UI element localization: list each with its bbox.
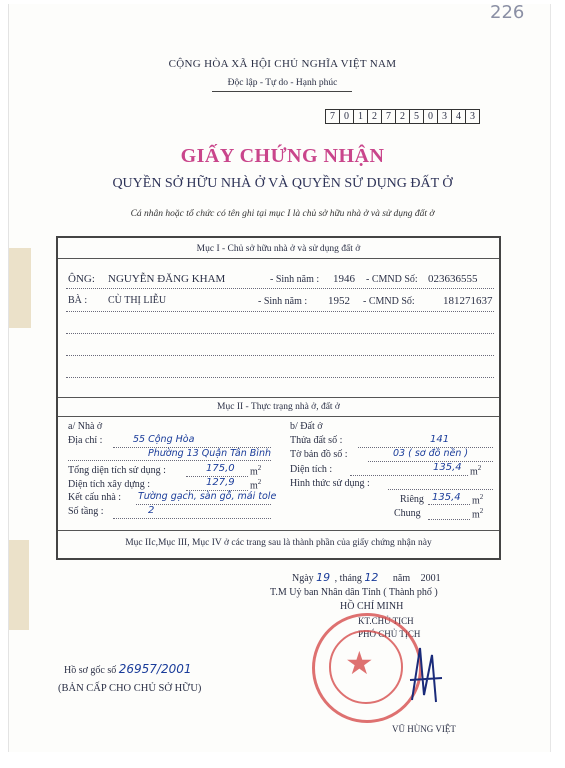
- total-area-label: Tổng diện tích sử dụng :: [68, 465, 166, 476]
- copy-note: (BẢN CẤP CHO CHỦ SỞ HỮU): [58, 683, 202, 694]
- owner2-birth-label: - Sinh năm :: [258, 296, 308, 307]
- file-number: 26957/2001: [118, 662, 192, 676]
- house-label: a/ Nhà ở: [68, 421, 103, 432]
- structure-label: Kết cấu nhà :: [68, 492, 122, 503]
- motto-underline: [212, 91, 352, 92]
- area-label: Diện tích :: [290, 464, 333, 475]
- parcel-value: 141: [430, 434, 450, 445]
- shared-unit: $m^2$: [472, 507, 484, 521]
- serial-digit: 5: [409, 109, 424, 124]
- tape-strip: [9, 540, 29, 630]
- private-value: 135,4: [432, 492, 461, 503]
- handwritten-signature: [402, 640, 462, 710]
- serial-number: [326, 109, 480, 124]
- authority: T.M Uỷ ban Nhân dân Tỉnh ( Thành phố ): [270, 587, 438, 598]
- section2-heading: Mục II - Thực trạng nhà ở, đất ở: [217, 402, 340, 412]
- certificate-box: [56, 236, 501, 560]
- owner2-birth-year: 1952: [328, 295, 350, 307]
- parcel-label: Thửa đất số :: [290, 435, 343, 446]
- address-label: Địa chỉ :: [68, 435, 103, 446]
- area-value: 135,4: [433, 462, 462, 473]
- map-label: Tờ bản đồ số :: [290, 449, 348, 460]
- build-area-value: 127,9: [206, 477, 235, 488]
- signer-role1: KT.CHỦ TỊCH: [358, 616, 414, 626]
- serial-digit: 3: [437, 109, 452, 124]
- private-label: Riêng: [400, 494, 424, 505]
- address-line1: 55 Cộng Hòa: [133, 434, 195, 445]
- owner2-name: CÙ THỊ LIỄU: [108, 295, 167, 306]
- nation-header: CỘNG HÒA XÃ HỘI CHỦ NGHĨA VIỆT NAM: [168, 58, 397, 70]
- build-area-unit: $m^2$: [250, 478, 262, 492]
- owner2-id: 181271637: [443, 295, 493, 307]
- section1-heading: Mục I - Chủ sở hữu nhà ở và sử dụng đất ở: [196, 244, 361, 254]
- intro-text: Cá nhân hoặc tổ chức có tên ghi tại mục I là chủ sở hữu nhà ở và sử dụng đất ở: [130, 209, 435, 219]
- date-line: Ngày 19 , tháng 12 năm 2001: [292, 571, 441, 584]
- serial-digit: 4: [451, 109, 466, 124]
- serial-digit: 1: [353, 109, 368, 124]
- serial-digit: 7: [381, 109, 396, 124]
- area-unit: $m^2$: [470, 464, 482, 478]
- owner1-birth-year: 1946: [333, 273, 355, 285]
- owner2-id-label: - CMND Số:: [363, 296, 415, 307]
- owner1-id-label: - CMND Số:: [366, 274, 418, 285]
- build-area-label: Diện tích xây dựng :: [68, 479, 151, 490]
- date-day: 19: [316, 571, 331, 584]
- owner2-prefix: BÀ :: [68, 295, 88, 306]
- floors-label: Số tầng :: [68, 506, 104, 517]
- serial-digit: 3: [465, 109, 480, 124]
- serial-digit: 0: [339, 109, 354, 124]
- floors-value: 2: [148, 505, 155, 516]
- authority-city: HỒ CHÍ MINH: [340, 601, 404, 612]
- map-value: 03 ( sơ đồ nền ): [393, 448, 469, 459]
- owner1-birth-label: - Sinh năm :: [270, 274, 320, 285]
- date-year: 2001: [420, 573, 441, 584]
- official-seal: ★: [312, 613, 422, 723]
- serial-digit: 2: [367, 109, 382, 124]
- motto: Độc lập - Tự do - Hạnh phúc: [227, 78, 338, 88]
- document-title: GIẤY CHỨNG NHẬN: [180, 145, 385, 167]
- file-number-line: Hồ sơ gốc số 26957/2001: [64, 662, 192, 676]
- land-label: b/ Đất ở: [290, 421, 323, 432]
- total-area-value: 175,0: [206, 463, 235, 474]
- serial-digit: 7: [325, 109, 340, 124]
- structure-value: Tường gạch, sàn gỗ, mái tole: [138, 491, 277, 502]
- serial-digit: 0: [423, 109, 438, 124]
- signer-name: VŨ HÙNG VIỆT: [392, 724, 456, 734]
- address-line2: Phường 13 Quận Tân Bình: [148, 448, 271, 459]
- usage-label: Hình thức sử dụng :: [290, 478, 370, 489]
- tape-strip: [9, 248, 31, 328]
- total-area-unit: $m^2$: [250, 464, 262, 478]
- shared-label: Chung: [394, 508, 421, 519]
- signer-role2: PHÓ CHỦ TỊCH: [358, 629, 421, 639]
- owner1-prefix: ÔNG:: [68, 273, 95, 285]
- owner1-name: NGUYỄN ĐĂNG KHAM: [108, 273, 226, 285]
- document-subtitle: QUYỀN SỞ HỮU NHÀ Ở VÀ QUYỀN SỬ DỤNG ĐẤT Ở: [112, 176, 453, 191]
- date-month: 12: [364, 571, 379, 584]
- serial-digit: 2: [395, 109, 410, 124]
- page-corner-number: 226: [490, 2, 525, 23]
- section-note: Mục IIc,Mục III, Mục IV ở các trang sau là thành phần của giấy chứng nhận này: [125, 538, 432, 548]
- owner1-id: 023636555: [428, 273, 478, 285]
- private-unit: $m^2$: [472, 493, 484, 507]
